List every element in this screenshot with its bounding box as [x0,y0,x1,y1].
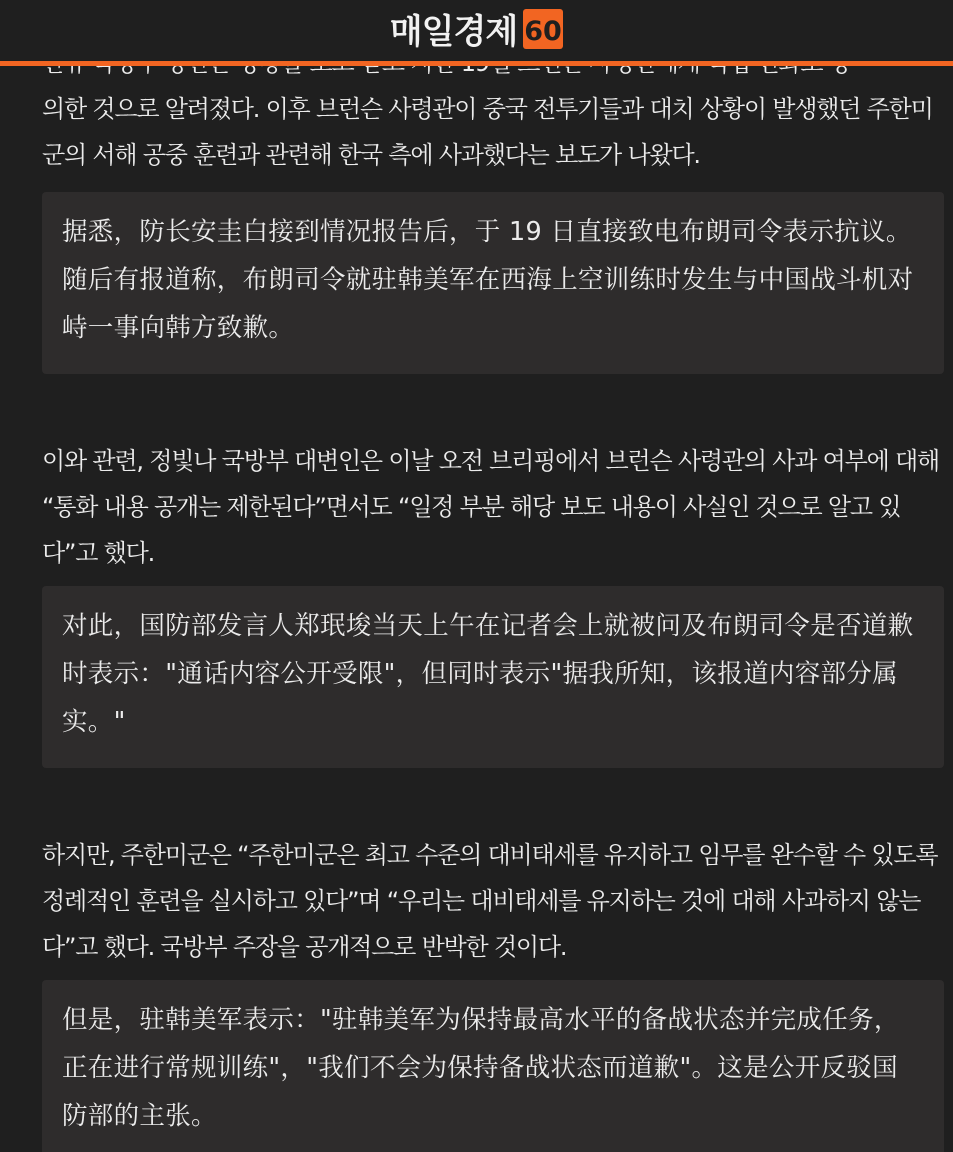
logo-text: 매일경제 [389,12,518,52]
article-body [42,40,944,1152]
anniversary-60-icon [523,9,563,49]
translation-box-zh-1: 据悉，防长安圭白接到情况报告后，于 19 日直接致电布朗司令表示抗议。随后有报道称，布朗司令就驻韩美军在西海上空训练时发生与中国战斗机对峙一事向韩方致歉。 [42,192,944,374]
article-paragraph-ko-3: 하지만, 주한미군은 “주한미군은 최고 수준의 대비태세를 유지하고 임무를 완수할 수 있도록 정례적인 훈련을 실시하고 있다”며 “우리는 대비태세를 유지하는 것에 대해 사과하지 않는다”고 했다. 국방부 주장을 공개적으로 반박한 것이다. [42,841,938,961]
site-logo[interactable] [390,4,563,53]
translation-box-zh-2: 对此，国防部发言人郑珉埈当天上午在记者会上就被问及布朗司令是否道歉时表示："通话内容公开受限"，但同时表示"据我所知，该报道内容部分属实。" [42,586,944,768]
article-paragraph-ko-1: 의한 것으로 알려졌다. 이후 브런슨 사령관이 중국 전투기들과 대치 상황이 발생했던 주한미군의 서해 공중 훈련과 관련해 한국 측에 사과했다는 보도가 나왔다. [42,95,933,169]
site-header [0,0,953,66]
article-paragraph-ko-2: 이와 관련, 정빛나 국방부 대변인은 이날 오전 브리핑에서 브런슨 사령관의 사과 여부에 대해 “통화 내용 공개는 제한된다”면서도 “일정 부분 해당 보도 내용이 사실인 것으로 알고 있다”고 했다. [42,447,939,567]
translation-box-zh-3: 但是，驻韩美军表示："驻韩美军为保持最高水平的备战状态并完成任务，正在进行常规训练"，"我们不会为保持备战状态而道歉"。这是公开反驳国防部的主张。 [42,980,944,1152]
logo-badge-text: 60 [524,15,562,47]
